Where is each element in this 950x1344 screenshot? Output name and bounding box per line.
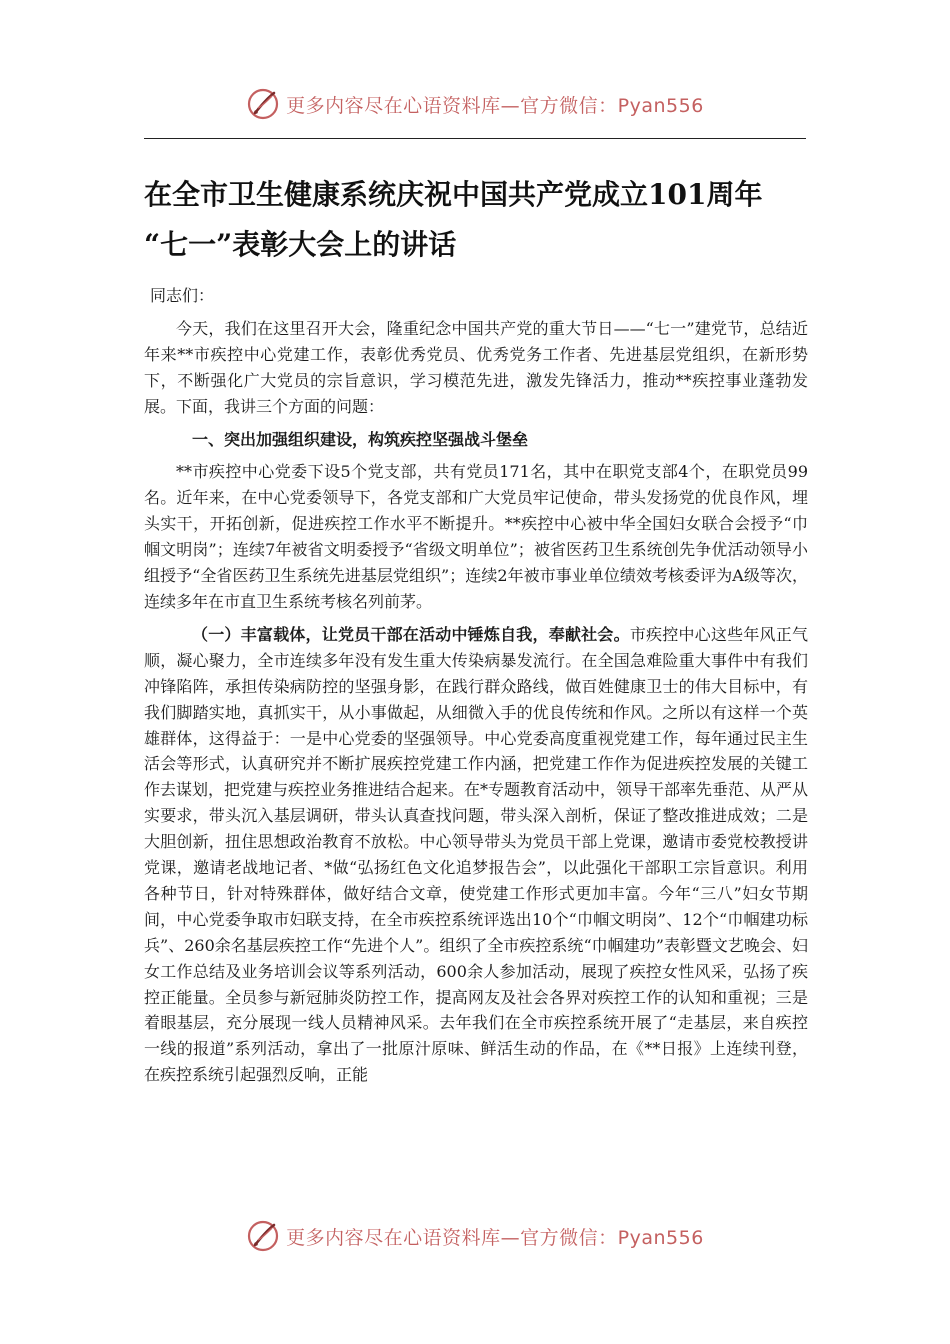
document-title: [144, 170, 824, 270]
section-1-heading: 一、突出加强组织建设，构筑疾控坚强战斗堡垒: [192, 429, 529, 449]
quill-logo-icon: [246, 1219, 280, 1253]
footer-watermark: [0, 1216, 950, 1256]
intro-paragraph: 今天，我们在这里召开大会，隆重纪念中国共产党的重大节日——“七一”建党节，总结近年来**市疾控中心党建工作，表彰优秀党员、优秀党务工作者、先进基层党组织，在新形势下，不断强化广大党员的宗旨意识，学习模范先进，激发先锋活力，推动**疾控事业蓬勃发展。下面，我讲三个方面的问题：: [144, 318, 808, 416]
title-line-2: “七一”表彰大会上的讲话: [144, 228, 457, 261]
quill-logo-icon: [246, 87, 280, 121]
section-1-paragraph: **市疾控中心党委下设5个党支部，共有党员171名，其中在职党支部4个，在职党员99名。近年来，在中心党委领导下，各党支部和广大党员牢记使命，带头发扬党的优良作风，埋头实干，开拓创新，促进疾控工作水平不断提升。**疾控中心被中华全国妇女联合会授予“巾帼文明岗”；连续7年被省文明委授予“省级文明单位”；被省医药卫生系统创先争优活动领导小组授予“全省医药卫生系统先进基层党组织”；连续2年被市事业单位绩效考核委评为A级等次，连续多年在市直卫生系统考核名列前茅。: [144, 462, 808, 611]
header-divider: [144, 138, 806, 139]
salutation: 同志们：: [150, 286, 215, 305]
title-line-1: 在全市卫生健康系统庆祝中国共产党成立101周年: [144, 178, 763, 211]
subsection-1-paragraph: [144, 622, 808, 1088]
watermark-text: 更多内容尽在心语资料库—官方微信：Pyan556: [286, 1226, 704, 1249]
document-body: [144, 283, 808, 1088]
subsection-1-lead: （一）丰富载体，让党员干部在活动中锤炼自我，奉献社会。: [192, 624, 630, 644]
watermark-text: 更多内容尽在心语资料库—官方微信：Pyan556: [286, 94, 704, 117]
subsection-1-body: 市疾控中心这些年风正气顺，凝心聚力，全市连续多年没有发生重大传染病暴发流行。在全国急难险重大事件中有我们冲锋陷阵，承担传染病防控的坚强身影，在践行群众路线，做百姓健康卫士的伟大目标中，有我们脚踏实地，真抓实干，从小事做起，从细微入手的优良传统和作风。之所以有这样一个英雄群体，这得益于：一是中心党委的坚强领导。中心党委高度重视党建工作，每年通过民主生活会等形式，认真研究并不断扩展疾控党建工作内涵，把党建工作作为促进疾控发展的关键工作去谋划，把党建与疾控业务推进结合起来。在*专题教育活动中，领导干部率先垂范、从严从实要求，带头沉入基层调研，带头认真查找问题，带头深入剖析，保证了整改推进成效；二是大胆创新，扭住思想政治教育不放松。中心领导带头为党员干部上党课，邀请市委党校教授讲党课，邀请老战地记者、*做“弘扬红色文化追梦报告会”，以此强化干部职工宗旨意识。利用各种节日，针对特殊群体，做好结合文章，使党建工作形式更加丰富。今年“三八”妇女节期间，中心党委争取市妇联支持，在全市疾控系统评选出10个“巾帼文明岗”、12个“巾帼建功标兵”、260余名基层疾控工作“先进个人”。组织了全市疾控系统“巾帼建功”表彰暨文艺晚会、妇女工作总结及业务培训会议等系列活动，600余人参加活动，展现了疾控女性风采，弘扬了疾控正能量。全员参与新冠肺炎防控工作，提高网友及社会各界对疾控工作的认知和重视；三是着眼基层，充分展现一线人员精神风采。去年我们在全市疾控系统开展了“走基层，来自疾控一线的报道”系列活动，拿出了一批原汁原味、鲜活生动的作品，在《**日报》上连续刊登，在疾控系统引起强烈反响，正能: [144, 624, 809, 1085]
header-watermark: [0, 84, 950, 124]
